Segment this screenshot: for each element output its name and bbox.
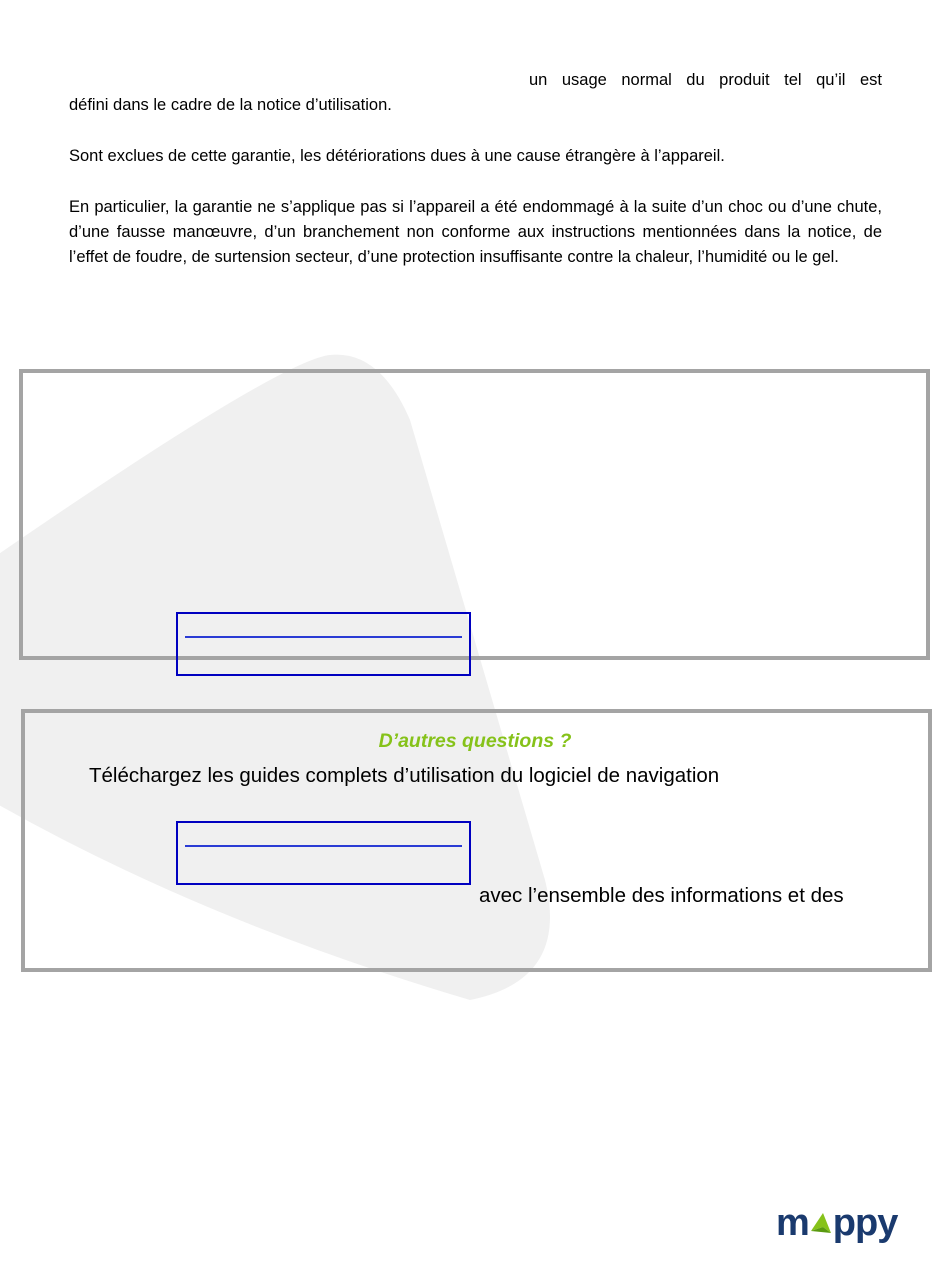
download-guides-text: Téléchargez les guides complets d’utilisation du logiciel de navigation <box>89 764 720 787</box>
questions-title: D’autres questions ? <box>378 730 572 752</box>
link-underline <box>185 845 462 847</box>
avec-text: avec l’ensemble des informations et des <box>479 884 844 907</box>
logo-text-ppy: ppy <box>832 1202 898 1244</box>
warranty-exclusions: Sont exclues de cette garantie, les détériorations dues à une cause étrangère à l’appareil. <box>69 147 725 165</box>
logo-text-m: m <box>776 1202 809 1244</box>
warranty-fragment: un usage normal du produit tel qu’il est <box>529 71 882 89</box>
warranty-particular: En particulier, la garantie ne s’applique pas si l’appareil a été endommagé à la suite d’un choc ou d’une chute, d’une fausse manœuvre, d’un branchement non conforme aux instructions mentionnées dans la notice, de l’effet de foudre, de surtension secteur, d’une protection insuffisante contre la chaleur, l’humidité ou le gel. <box>69 198 882 266</box>
link-underline <box>185 636 462 638</box>
mappy-logo <box>776 1203 897 1243</box>
info-box-1 <box>19 369 930 660</box>
link-box-2[interactable] <box>176 821 471 885</box>
link-box-1[interactable] <box>176 612 471 676</box>
warranty-defined-line: défini dans le cadre de la notice d’utilisation. <box>69 96 392 114</box>
logo-arrow-icon <box>809 1203 833 1243</box>
